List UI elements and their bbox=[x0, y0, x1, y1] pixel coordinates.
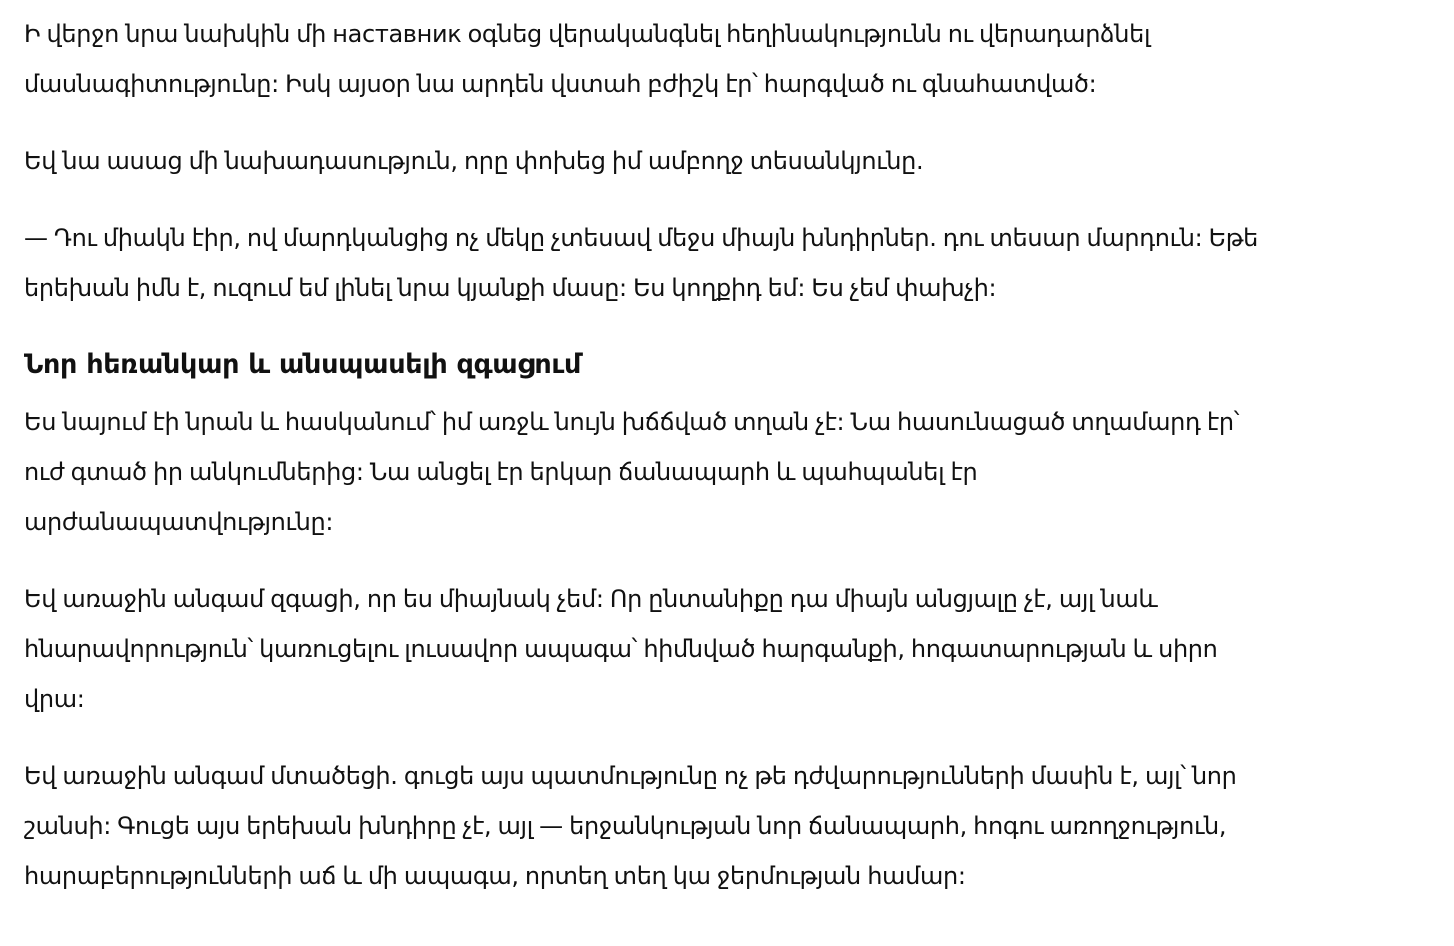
paragraph-6 bbox=[24, 751, 1434, 901]
paragraph-line: Ի վերջո նրա նախկին մի наставник օգնեց վերականգնել հեղինակությունն ու վերադարձնել bbox=[24, 20, 1151, 48]
paragraph-line: երեխան իմն է, ուզում եմ լինել նրա կյանքի մասը: Ես կողքիդ եմ: Ես չեմ փախչի: bbox=[24, 274, 997, 302]
section-heading: Նոր հեռանկար և անսպասելի զգացում bbox=[24, 349, 582, 380]
paragraph-line: հարաբերությունների աճ և մի ապագա, որտեղ տեղ կա ջերմության համար: bbox=[24, 862, 966, 890]
paragraph-4 bbox=[24, 397, 1434, 547]
paragraph-line: ուժ գտած իր անկումներից: Նա անցել էր երկար ճանապարհ և պահպանել էր bbox=[24, 458, 978, 486]
paragraph-line: շանսի: Գուցե այս երեխան խնդիրը չէ, այլ — երջանկության նոր ճանապարհ, հոգու առողջություն, bbox=[24, 812, 1227, 840]
paragraph-5 bbox=[24, 574, 1434, 724]
paragraph-line: արժանապատվությունը: bbox=[24, 508, 334, 536]
paragraph-line: Եվ առաջին անգամ մտածեցի. գուցե այս պատմությունը ոչ թե դժվարությունների մասին է, այլ՝ նոր bbox=[24, 762, 1237, 790]
paragraph-line: վրա: bbox=[24, 685, 85, 713]
paragraph-1 bbox=[24, 9, 1434, 109]
paragraph-3 bbox=[24, 213, 1434, 313]
paragraph-line: հնարավորություն՝ կառուցելու լուսավոր ապագա՝ հիմնված հարգանքի, հոգատարության և սիրո bbox=[24, 635, 1218, 663]
paragraph-line: Ես նայում էի նրան և հասկանում՝ իմ առջև նույն խճճված տղան չէ: Նա հասունացած տղամարդ էր՝ bbox=[24, 408, 1240, 436]
paragraph-line: Եվ նա ասաց մի նախադասություն, որը փոխեց իմ ամբողջ տեսանկյունը. bbox=[24, 147, 924, 175]
paragraph-line: մասնագիտությունը: Իսկ այսօր նա արդեն վստահ բժիշկ էր՝ հարգված ու գնահատված: bbox=[24, 70, 1097, 98]
paragraph-2 bbox=[24, 136, 1434, 186]
paragraph-line: Եվ առաջին անգամ զգացի, որ ես միայնակ չեմ: Որ ընտանիքը դա միայն անցյալը չէ, այլ նաև bbox=[24, 585, 1158, 613]
paragraph-line: — Դու միակն էիր, ով մարդկանցից ոչ մեկը չտեսավ մեջս միայն խնդիրներ. դու տեսար մարդուն: Եթե bbox=[24, 224, 1259, 252]
